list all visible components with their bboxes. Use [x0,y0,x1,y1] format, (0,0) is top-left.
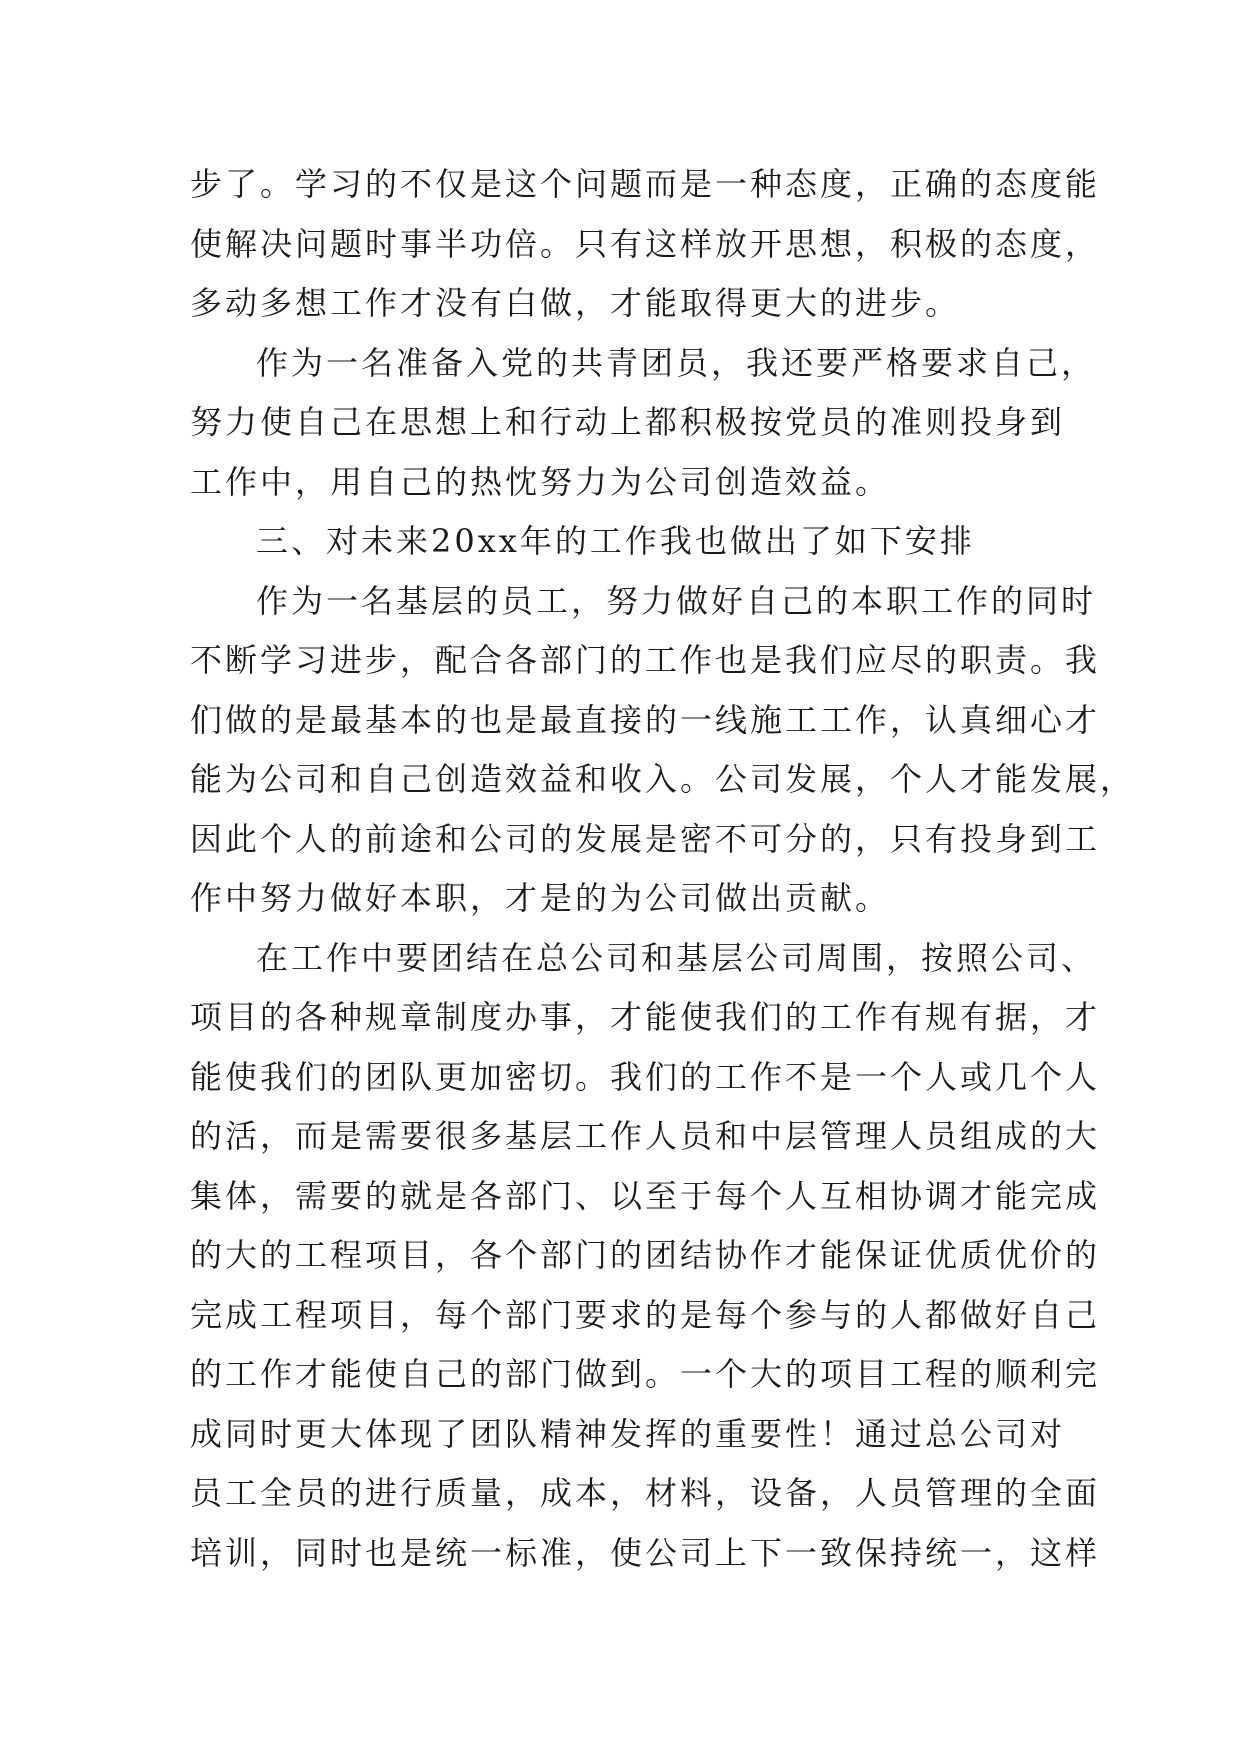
text-line: 因此个人的前途和公司的发展是密不可分的，只有投身到工 [190,819,1101,858]
text-line: 的工作才能使自己的部门做到。一个大的项目工程的顺利完 [190,1355,1101,1393]
text-line: 作为一名基层的员工，努力做好自己的本职工作的同时 [256,581,1097,620]
text-line: 努力使自己在思想上和行动上都积极按党员的准则投身到 [190,403,1066,441]
text-line: 使解决问题时事半功倍。只有这样放开思想，积极的态度， [190,224,1101,263]
text-line: 员工全员的进行质量，成本，材料，设备，人员管理的全面 [190,1474,1101,1512]
text-line: 成同时更大体现了团队精神发挥的重要性！通过总公司对 [190,1414,1066,1453]
text-line: 能使我们的团队更加密切。我们的工作不是一个人或几个人 [190,1057,1101,1096]
text-line: 工作中，用自己的热忱努力为公司创造效益。 [190,462,891,501]
text-line: 培训，同时也是统一标准，使公司上下一致保持统一，这样 [190,1533,1101,1572]
document-body [190,155,1136,1583]
text-line: 多动多想工作才没有白做，才能取得更大的进步。 [190,284,961,322]
text-line: 步了。学习的不仅是这个问题而是一种态度，正确的态度能 [190,165,1101,203]
text-line: 的大的工程项目，各个部门的团结协作才能保证优质优价的 [190,1236,1101,1274]
text-line: 集体，需要的就是各部门、以至于每个人互相协调才能完成 [190,1176,1101,1215]
text-line: 三、对未来20xx年的工作我也做出了如下安排 [256,522,975,560]
text-line: 的活，而是需要很多基层工作人员和中层管理人员组成的大 [190,1117,1101,1155]
text-line: 作为一名准备入党的共青团员，我还要严格要求自己， [256,343,1097,382]
text-line: 们做的是最基本的也是最直接的一线施工工作，认真细心才 [190,700,1101,739]
text-line: 作中努力做好本职，才是的为公司做出贡献。 [190,879,891,917]
text-line: 不断学习进步，配合各部门的工作也是我们应尽的职责。我 [190,641,1101,679]
text-line: 在工作中要团结在总公司和基层公司周围，按照公司、 [256,938,1097,977]
text-line: 能为公司和自己创造效益和收入。公司发展，个人才能发展， [190,760,1136,798]
text-line: 完成工程项目，每个部门要求的是每个参与的人都做好自己 [190,1295,1101,1334]
text-line: 项目的各种规章制度办事，才能使我们的工作有规有据，才 [190,998,1101,1036]
